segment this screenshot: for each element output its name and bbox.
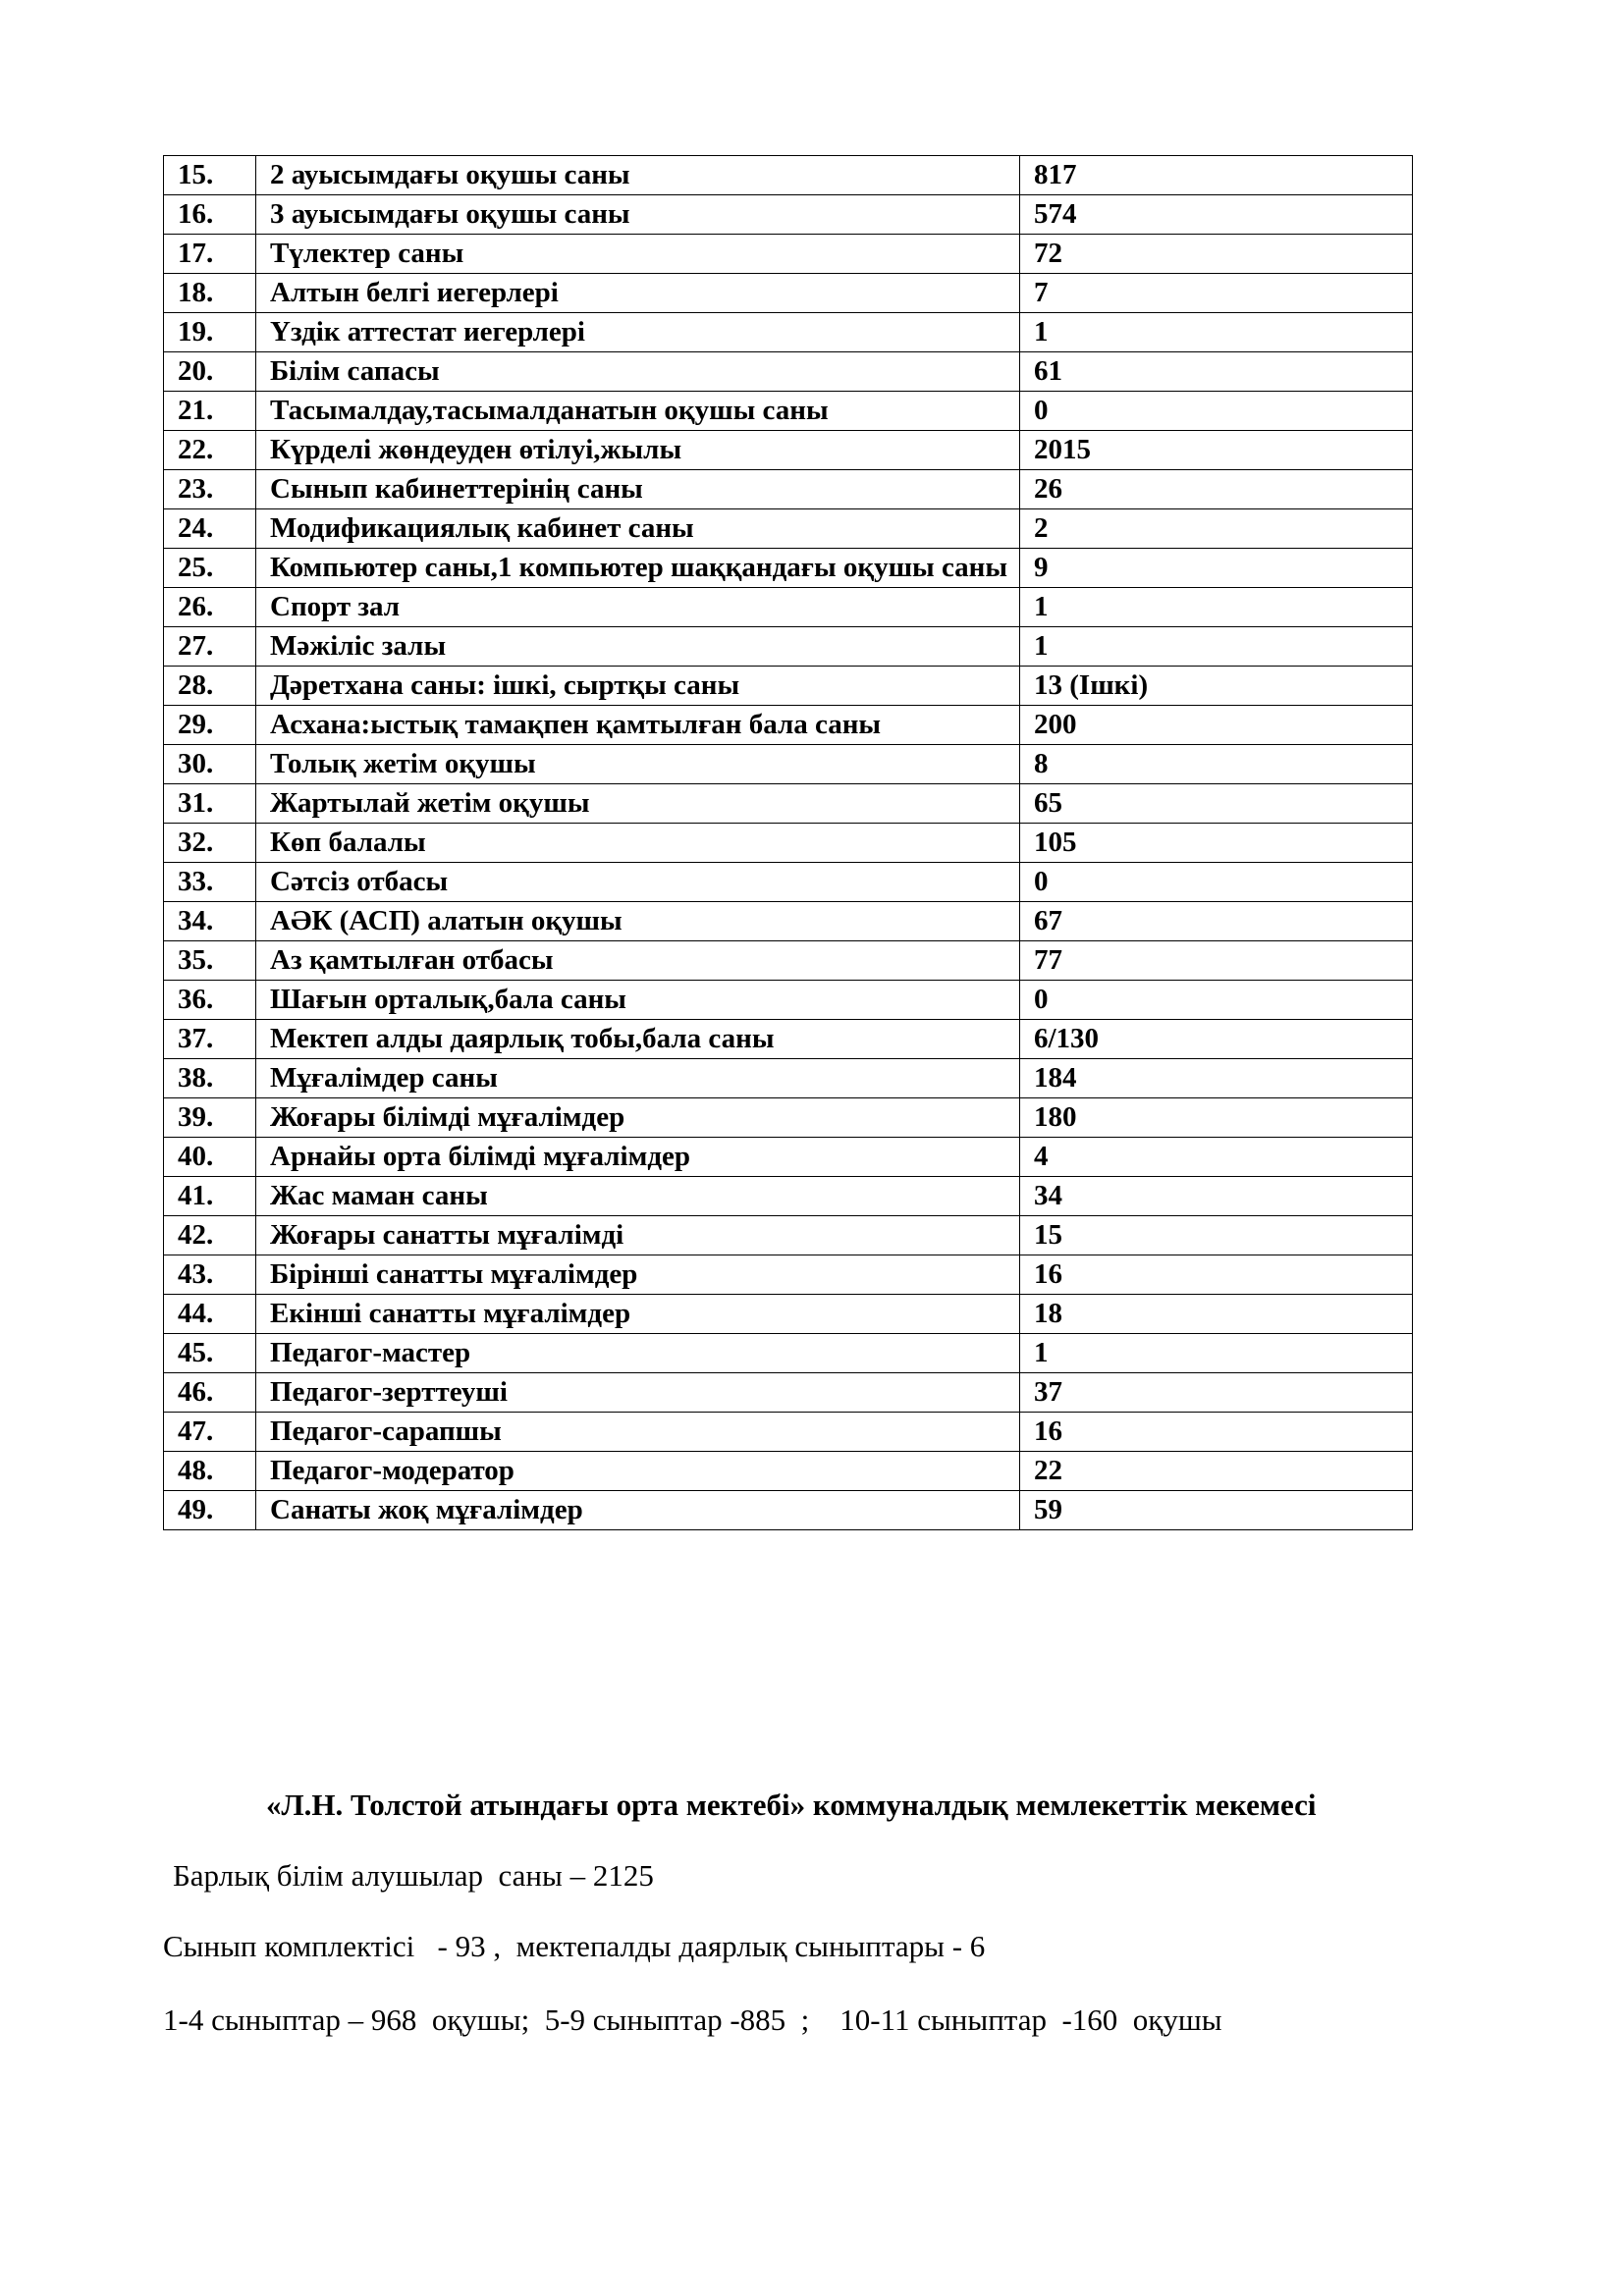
- grade-breakdown-line: 1-4 сыныптар – 968 оқушы; 5-9 сыныптар -885 ; 10-11 сыныптар -160 оқушы: [163, 2002, 1222, 2037]
- table-row: [164, 1295, 1413, 1334]
- table-row: [164, 1491, 1413, 1530]
- row-value: 7: [1020, 274, 1413, 313]
- row-number: 30.: [164, 745, 256, 784]
- row-label: Жоғары санатты мұғалімді: [256, 1216, 1020, 1255]
- row-number: 49.: [164, 1491, 256, 1530]
- row-value: 105: [1020, 824, 1413, 863]
- row-number: 48.: [164, 1452, 256, 1491]
- table-row: [164, 156, 1413, 195]
- row-value: 9: [1020, 549, 1413, 588]
- row-number: 46.: [164, 1373, 256, 1413]
- row-value: 1: [1020, 627, 1413, 667]
- row-value: 26: [1020, 470, 1413, 509]
- row-number: 27.: [164, 627, 256, 667]
- row-label: Түлектер саны: [256, 235, 1020, 274]
- row-label: Білім сапасы: [256, 352, 1020, 392]
- table-row: [164, 863, 1413, 902]
- school-name-heading: «Л.Н. Толстой атындағы орта мектебі» коммуналдық мемлекеттік мекемесі: [266, 1788, 1317, 1822]
- row-label: Асхана:ыстық тамақпен қамтылған бала саны: [256, 706, 1020, 745]
- row-value: 6/130: [1020, 1020, 1413, 1059]
- table-row: [164, 784, 1413, 824]
- table-row: [164, 1334, 1413, 1373]
- row-value: 22: [1020, 1452, 1413, 1491]
- row-value: 200: [1020, 706, 1413, 745]
- table-row: [164, 1138, 1413, 1177]
- row-label: Жас маман саны: [256, 1177, 1020, 1216]
- row-value: 65: [1020, 784, 1413, 824]
- row-label: Педагог-сарапшы: [256, 1413, 1020, 1452]
- row-number: 23.: [164, 470, 256, 509]
- row-label: Модификациялық кабинет саны: [256, 509, 1020, 549]
- row-number: 22.: [164, 431, 256, 470]
- row-label: Күрделі жөндеуден өтілуі,жылы: [256, 431, 1020, 470]
- row-number: 20.: [164, 352, 256, 392]
- table-row: [164, 1216, 1413, 1255]
- table-row: [164, 1020, 1413, 1059]
- row-value: 61: [1020, 352, 1413, 392]
- row-value: 1: [1020, 588, 1413, 627]
- row-label: Бірінші санатты мұғалімдер: [256, 1255, 1020, 1295]
- table-row: [164, 1059, 1413, 1098]
- table-row: [164, 392, 1413, 431]
- row-label: Сынып кабинеттерінің саны: [256, 470, 1020, 509]
- row-value: 77: [1020, 941, 1413, 981]
- row-label: Педагог-мастер: [256, 1334, 1020, 1373]
- table-row: [164, 902, 1413, 941]
- row-number: 33.: [164, 863, 256, 902]
- row-value: 1: [1020, 313, 1413, 352]
- row-label: Аз қамтылған отбасы: [256, 941, 1020, 981]
- table-row: [164, 981, 1413, 1020]
- table-row: [164, 313, 1413, 352]
- row-label: Алтын белгі иегерлері: [256, 274, 1020, 313]
- row-value: 0: [1020, 981, 1413, 1020]
- row-label: Педагог-зерттеуші: [256, 1373, 1020, 1413]
- row-label: Тасымалдау,тасымалданатын оқушы саны: [256, 392, 1020, 431]
- table-row: [164, 941, 1413, 981]
- row-label: Жоғары білімді мұғалімдер: [256, 1098, 1020, 1138]
- row-value: 184: [1020, 1059, 1413, 1098]
- row-number: 34.: [164, 902, 256, 941]
- row-label: Көп балалы: [256, 824, 1020, 863]
- row-label: Мұғалімдер саны: [256, 1059, 1020, 1098]
- row-label: Толық жетім оқушы: [256, 745, 1020, 784]
- row-number: 37.: [164, 1020, 256, 1059]
- row-number: 32.: [164, 824, 256, 863]
- row-number: 29.: [164, 706, 256, 745]
- row-value: 34: [1020, 1177, 1413, 1216]
- row-label: 3 ауысымдағы оқушы саны: [256, 195, 1020, 235]
- row-value: 2: [1020, 509, 1413, 549]
- school-stats-table-body: [164, 156, 1413, 1530]
- row-label: Санаты жоқ мұғалімдер: [256, 1491, 1020, 1530]
- school-stats-table: [163, 155, 1413, 1530]
- total-students-line: Барлық білім алушылар саны – 2125: [173, 1858, 654, 1893]
- table-row: [164, 1373, 1413, 1413]
- table-row: [164, 667, 1413, 706]
- row-label: Сәтсіз отбасы: [256, 863, 1020, 902]
- row-number: 17.: [164, 235, 256, 274]
- row-number: 47.: [164, 1413, 256, 1452]
- table-row: [164, 745, 1413, 784]
- row-value: 37: [1020, 1373, 1413, 1413]
- table-row: [164, 352, 1413, 392]
- row-value: 18: [1020, 1295, 1413, 1334]
- row-label: Үздік аттестат иегерлері: [256, 313, 1020, 352]
- row-number: 15.: [164, 156, 256, 195]
- row-number: 21.: [164, 392, 256, 431]
- row-number: 35.: [164, 941, 256, 981]
- row-value: 59: [1020, 1491, 1413, 1530]
- row-label: Арнайы орта білімді мұғалімдер: [256, 1138, 1020, 1177]
- row-number: 26.: [164, 588, 256, 627]
- row-value: 0: [1020, 392, 1413, 431]
- row-label: 2 ауысымдағы оқушы саны: [256, 156, 1020, 195]
- row-value: 180: [1020, 1098, 1413, 1138]
- row-value: 1: [1020, 1334, 1413, 1373]
- table-row: [164, 274, 1413, 313]
- table-row: [164, 549, 1413, 588]
- table-row: [164, 1098, 1413, 1138]
- row-value: 15: [1020, 1216, 1413, 1255]
- row-value: 4: [1020, 1138, 1413, 1177]
- row-value: 13 (Ішкі): [1020, 667, 1413, 706]
- row-number: 31.: [164, 784, 256, 824]
- table-row: [164, 195, 1413, 235]
- row-label: Дәретхана саны: ішкі, сыртқы саны: [256, 667, 1020, 706]
- row-number: 45.: [164, 1334, 256, 1373]
- table-row: [164, 1413, 1413, 1452]
- row-label: Екінші санатты мұғалімдер: [256, 1295, 1020, 1334]
- row-number: 19.: [164, 313, 256, 352]
- row-number: 42.: [164, 1216, 256, 1255]
- table-row: [164, 1177, 1413, 1216]
- row-label: Компьютер саны,1 компьютер шаққандағы оқушы саны: [256, 549, 1020, 588]
- row-label: Спорт зал: [256, 588, 1020, 627]
- row-value: 817: [1020, 156, 1413, 195]
- table-row: [164, 706, 1413, 745]
- row-value: 16: [1020, 1413, 1413, 1452]
- row-number: 39.: [164, 1098, 256, 1138]
- table-row: [164, 588, 1413, 627]
- row-label: Шағын орталық,бала саны: [256, 981, 1020, 1020]
- row-value: 8: [1020, 745, 1413, 784]
- row-label: Жартылай жетім оқушы: [256, 784, 1020, 824]
- row-value: 67: [1020, 902, 1413, 941]
- row-number: 44.: [164, 1295, 256, 1334]
- row-number: 43.: [164, 1255, 256, 1295]
- row-number: 18.: [164, 274, 256, 313]
- row-number: 38.: [164, 1059, 256, 1098]
- row-number: 16.: [164, 195, 256, 235]
- table-row: [164, 824, 1413, 863]
- row-label: Мәжіліс залы: [256, 627, 1020, 667]
- row-value: 16: [1020, 1255, 1413, 1295]
- row-number: 24.: [164, 509, 256, 549]
- row-value: 0: [1020, 863, 1413, 902]
- row-number: 25.: [164, 549, 256, 588]
- table-row: [164, 509, 1413, 549]
- row-number: 41.: [164, 1177, 256, 1216]
- row-number: 28.: [164, 667, 256, 706]
- table-row: [164, 627, 1413, 667]
- table-row: [164, 431, 1413, 470]
- row-number: 36.: [164, 981, 256, 1020]
- row-label: АӘК (АСП) алатын оқушы: [256, 902, 1020, 941]
- row-value: 72: [1020, 235, 1413, 274]
- row-label: Мектеп алды даярлық тобы,бала саны: [256, 1020, 1020, 1059]
- table-row: [164, 1452, 1413, 1491]
- row-value: 574: [1020, 195, 1413, 235]
- table-row: [164, 235, 1413, 274]
- row-value: 2015: [1020, 431, 1413, 470]
- class-sets-line: Сынып комплектісі - 93 , мектепалды даярлық сыныптары - 6: [163, 1929, 986, 1963]
- table-row: [164, 470, 1413, 509]
- row-label: Педагог-модератор: [256, 1452, 1020, 1491]
- table-row: [164, 1255, 1413, 1295]
- row-number: 40.: [164, 1138, 256, 1177]
